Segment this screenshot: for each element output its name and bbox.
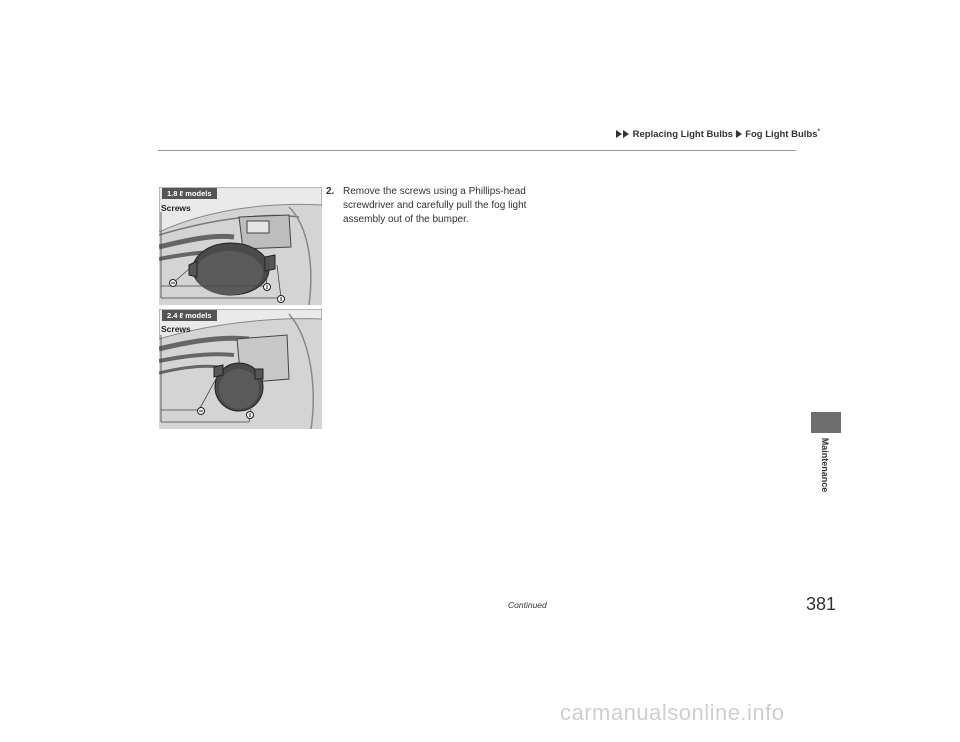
model-badge-2-4: 2.4 ℓ models <box>162 310 217 321</box>
figure-1-8-models <box>159 187 322 305</box>
footnote-mark: * <box>817 129 820 135</box>
screw-icon <box>244 409 256 421</box>
continued-label: Continued <box>508 600 547 610</box>
header-rule <box>158 150 796 151</box>
step-text: Remove the screws using a Phillips-head screwdriver and carefully pull the fog light assembly out of the bumper. <box>343 186 527 225</box>
figure-2-4-models <box>159 309 322 429</box>
screw-icon <box>261 281 273 293</box>
screws-callout: Screws <box>161 324 191 334</box>
step-number: 2. <box>326 186 335 197</box>
watermark: carmanualsonline.info <box>560 700 785 725</box>
page-number: 381 <box>806 594 837 614</box>
triangle-right-icon <box>736 130 742 138</box>
screws-callout: Screws <box>161 203 191 213</box>
section-label: Maintenance <box>820 437 830 493</box>
breadcrumb-item-replacing-light-bulbs: Replacing Light Bulbs <box>632 129 733 141</box>
screw-icon <box>195 405 207 417</box>
screw-icon <box>167 277 179 289</box>
screw-icon <box>275 293 287 305</box>
triangle-right-icon <box>616 130 622 138</box>
triangle-right-icon <box>623 130 629 138</box>
breadcrumb <box>616 129 820 140</box>
model-badge-1-8: 1.8 ℓ models <box>162 188 217 199</box>
breadcrumb-item-fog-light-bulbs: Fog Light Bulbs <box>745 129 818 141</box>
